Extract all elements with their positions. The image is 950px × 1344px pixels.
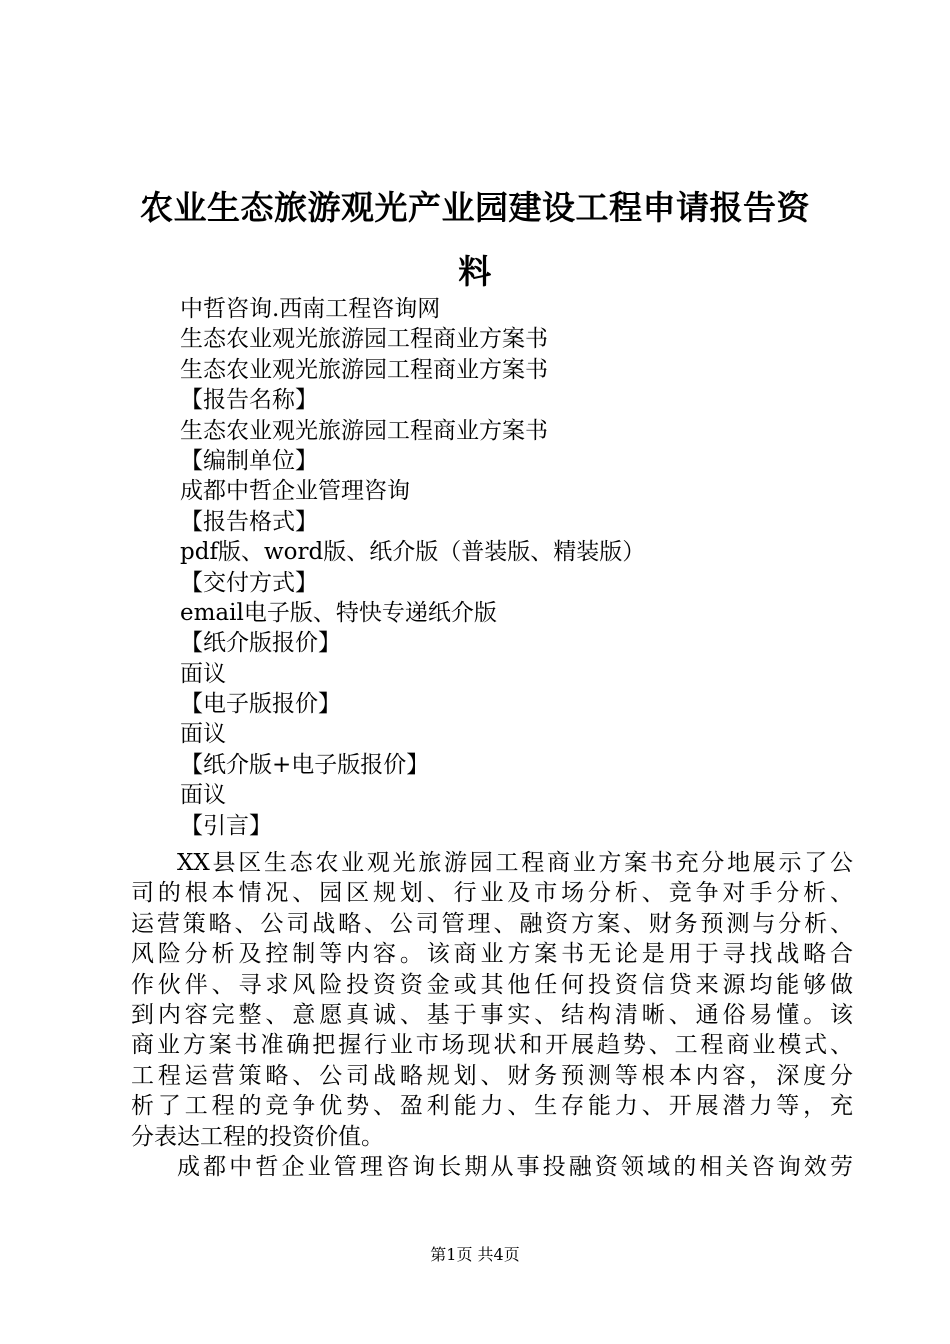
title-line-1: 农业生态旅游观光产业园建设工程申请报告资 xyxy=(140,188,810,227)
paragraph-line: 成都中哲企业管理咨询长期从事投融资领域的相关咨询效劳 xyxy=(177,1153,853,1180)
paragraph-line: XX县区生态农业观光旅游园工程商业方案书充分地展示了公 xyxy=(177,850,853,876)
info-line: pdf版、word版、纸介版（普装版、精装版） xyxy=(180,539,646,566)
paragraph-line: 商业方案书准确把握行业市场现状和开展趋势、工程商业模式、 xyxy=(131,1032,853,1059)
info-line: 【引言】 xyxy=(180,812,272,839)
info-line: 生态农业观光旅游园工程商业方案书 xyxy=(180,356,548,383)
info-line: email电子版、特快专递纸介版 xyxy=(180,599,497,626)
paragraph-line: 运营策略、公司战略、公司管理、融资方案、财务预测与分析、 xyxy=(131,910,853,937)
paragraph-line: 作伙伴、寻求风险投资资金或其他任何投资信贷来源均能够做 xyxy=(131,971,853,998)
info-line: 【编制单位】 xyxy=(180,447,318,474)
title-line-2: 料 xyxy=(458,252,492,291)
info-line: 成都中哲企业管理咨询 xyxy=(180,478,410,505)
introduction-body xyxy=(131,848,853,1182)
info-line: 【电子版报价】 xyxy=(180,691,341,718)
info-line: 【报告名称】 xyxy=(180,387,318,414)
info-line: 【纸介版报价】 xyxy=(180,630,341,657)
paragraph-line: 工程运营策略、公司战略规划、财务预测等根本内容，深度分 xyxy=(131,1062,853,1089)
info-line: 面议 xyxy=(180,782,226,809)
info-line: 【交付方式】 xyxy=(180,569,318,596)
paragraph-line: 风险分析及控制等内容。该商业方案书无论是用于寻找战略合 xyxy=(131,941,853,968)
info-line: 生态农业观光旅游园工程商业方案书 xyxy=(180,326,548,353)
info-line: 中哲咨询.西南工程咨询网 xyxy=(180,296,441,322)
document-title xyxy=(110,176,840,304)
page-footer: 第1页 共4页 xyxy=(430,1245,520,1264)
info-line: 面议 xyxy=(180,660,226,687)
info-lines xyxy=(180,294,860,841)
paragraph-line: 到内容完整、意愿真诚、基于事实、结构清晰、通俗易懂。该 xyxy=(131,1001,853,1028)
info-line: 面议 xyxy=(180,721,226,748)
info-line: 【报告格式】 xyxy=(180,508,318,535)
info-line: 【纸介版+电子版报价】 xyxy=(180,751,430,778)
paragraph-line: 司的根本情况、园区规划、行业及市场分析、竞争对手分析、 xyxy=(131,880,853,907)
paragraph-line: 析了工程的竞争优势、盈利能力、生存能力、开展潜力等，充 xyxy=(131,1093,853,1120)
info-line: 生态农业观光旅游园工程商业方案书 xyxy=(180,417,548,444)
paragraph-line: 分表达工程的投资价值。 xyxy=(131,1123,384,1150)
